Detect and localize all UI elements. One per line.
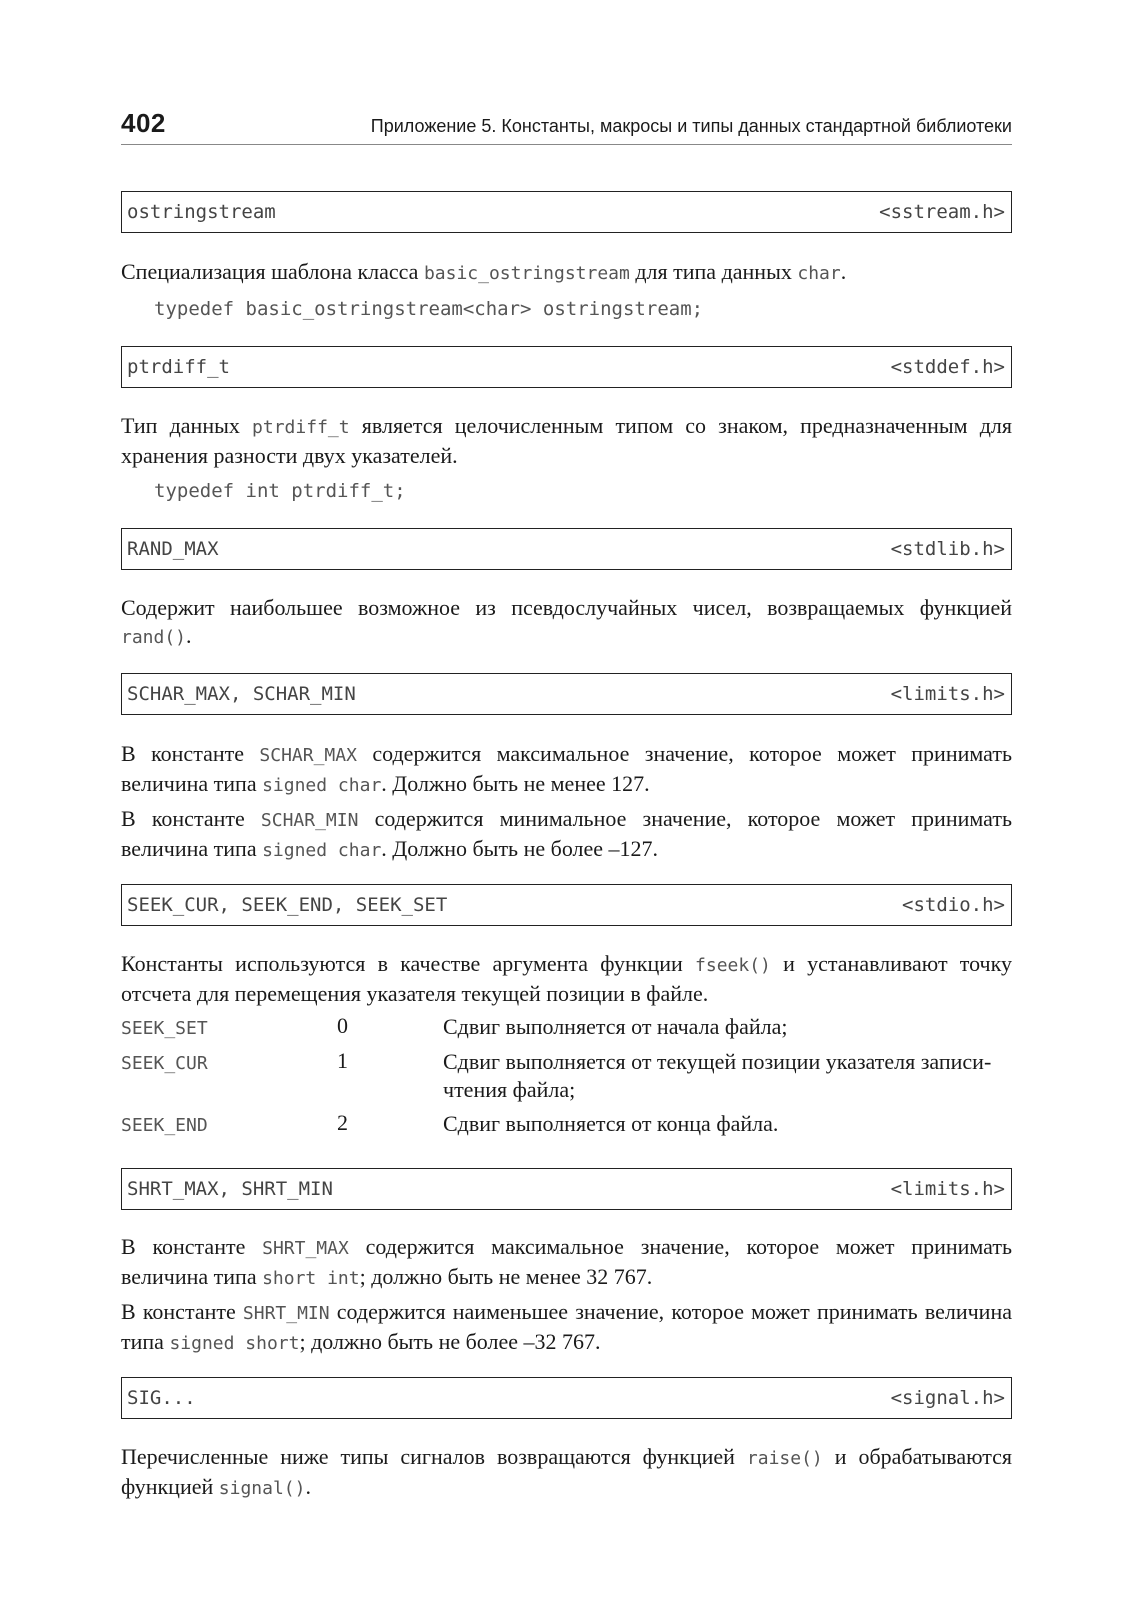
code-ptrdiff: typedef int ptrdiff_t;	[154, 480, 406, 502]
paragraph-rand-max: Содержит наибольшее возможное из псевдослучайных чисел, возвращаемых функцией rand().	[121, 595, 1012, 648]
entry-box-seek	[121, 884, 1012, 926]
entry-box-sig	[121, 1377, 1012, 1419]
entry-header-file: <sstream.h>	[879, 201, 1005, 223]
entry-header-file: <limits.h>	[890, 1178, 1005, 1200]
entry-box-shrt	[121, 1168, 1012, 1210]
entry-box-schar	[121, 673, 1012, 715]
paragraph-shrt-min: В константе SHRT_MIN содержится наименьшее значение, которое может принимать величина типа signed short; должно быть не более –32 767.	[121, 1299, 1012, 1354]
entry-header-file: <stddef.h>	[890, 356, 1005, 378]
paragraph-seek: Константы используются в качестве аргумента функции fseek() и устанавливают точку отсчета для перемещения указателя текущей позиции в файле.	[121, 951, 1012, 1006]
entry-name: SEEK_CUR, SEEK_END, SEEK_SET	[127, 894, 448, 916]
seek-table-value: 0	[337, 1013, 348, 1038]
entry-name: RAND_MAX	[127, 538, 219, 560]
seek-table-name: SEEK_CUR	[121, 1053, 208, 1074]
paragraph-sig: Перечисленные ниже типы сигналов возвращаются функцией raise() и обрабатываются функцией signal().	[121, 1444, 1012, 1499]
running-title: Приложение 5. Константы, макросы и типы данных стандартной библиотеки	[370, 116, 1012, 136]
entry-header-file: <stdlib.h>	[890, 538, 1005, 560]
seek-table-name: SEEK_SET	[121, 1018, 208, 1039]
entry-name: SHRT_MAX, SHRT_MIN	[127, 1178, 333, 1200]
paragraph-shrt-max: В константе SHRT_MAX содержится максимальное значение, которое может принимать величина типа short int; должно быть не менее 32 767.	[121, 1234, 1012, 1289]
code-ostringstream: typedef basic_ostringstream<char> ostringstream;	[154, 298, 704, 320]
page-number: 402	[121, 108, 166, 138]
paragraph-schar-min: В константе SCHAR_MIN содержится минимальное значение, которое может принимать величина типа signed char. Должно быть не более –127.	[121, 806, 1012, 861]
entry-name: ostringstream	[127, 201, 276, 223]
header-rule	[121, 144, 1012, 145]
entry-header-file: <signal.h>	[890, 1387, 1005, 1409]
entry-header-file: <stdio.h>	[902, 894, 1005, 916]
entry-box-ptrdiff	[121, 346, 1012, 388]
entry-box-rand-max	[121, 528, 1012, 570]
seek-table-name: SEEK_END	[121, 1115, 208, 1136]
entry-header-file: <limits.h>	[890, 683, 1005, 705]
entry-name: SIG...	[127, 1387, 196, 1409]
entry-name: ptrdiff_t	[127, 356, 230, 378]
paragraph-schar-max: В константе SCHAR_MAX содержится максимальное значение, которое может принимать величина типа signed char. Должно быть не менее 127.	[121, 741, 1012, 796]
seek-table-desc: Сдвиг выполняется от начала файла;	[443, 1014, 788, 1039]
entry-name: SCHAR_MAX, SCHAR_MIN	[127, 683, 356, 705]
seek-table-desc: Сдвиг выполняется от текущей позиции указателя записи-чтения файла;	[443, 1049, 992, 1102]
seek-table-desc: Сдвиг выполняется от конца файла.	[443, 1111, 779, 1136]
seek-table-value: 1	[337, 1048, 348, 1073]
paragraph-ostringstream: Специализация шаблона класса basic_ostringstream для типа данных char.	[121, 259, 847, 284]
seek-table-value: 2	[337, 1110, 348, 1135]
paragraph-ptrdiff: Тип данных ptrdiff_t является целочисленным типом со знаком, предназначенным для хранения разности двух указателей.	[121, 413, 1012, 468]
entry-box-ostringstream	[121, 191, 1012, 233]
